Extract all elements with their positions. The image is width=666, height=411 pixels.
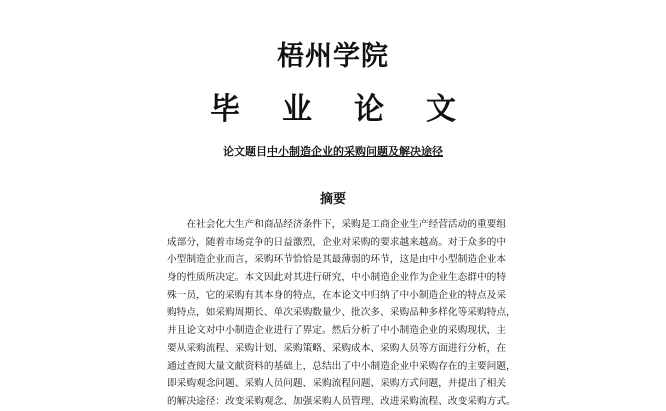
abstract-line: 要从采购流程、采购计划、采购策略、采购成本、采购人员等方面进行分析，在 — [167, 342, 507, 354]
abstract-line: 即采购观念问题、采购人员问题、采购流程问题、采购方式问题，并提出了相关 — [167, 378, 507, 390]
abstract-body — [167, 216, 516, 411]
thesis-title-value: 中小制造企业的采购问题及解决途径 — [267, 145, 443, 158]
abstract-heading: 摘要 — [319, 192, 346, 207]
abstract-line: 殊一员，它的采购有其本身的特点，在本论文中归纳了中小制造企业的特点及采 — [167, 289, 507, 301]
thesis-type-heading: 毕业论文 — [210, 92, 498, 127]
abstract-line: 购特点，如采购周期长、单次采购数量少、批次多、采购品种多样化等采购特点， — [167, 307, 516, 319]
abstract-line: 成部分，随着市场竞争的日益激烈，企业对采购的要求越来越高。对于众多的中 — [167, 236, 507, 248]
abstract-line: 的解决途径：改变采购观念、加强采购人员管理、改进采购流程、改变采购方式。 — [167, 395, 516, 407]
abstract-line: 并且论文对中小制造企业进行了界定。然后分析了中小制造企业的采购现状，主 — [167, 325, 507, 337]
thesis-title-label: 论文题目 — [223, 145, 267, 158]
abstract-line: 小型制造企业而言，采购环节恰恰是其最薄弱的环节，这是由中小型制造企业本 — [167, 254, 507, 266]
thesis-title-line — [0, 143, 666, 159]
abstract-line: 在社会化大生产和商品经济条件下，采购是工商企业生产经营活动的重要组 — [167, 219, 507, 230]
abstract-line: 身的性质所决定。本文因此对其进行研究，中小制造企业作为企业生态群中的特 — [167, 272, 507, 284]
abstract-line: 通过查阅大量文献资料的基础上，总结出了中小制造企业中采购存在的主要问题， — [167, 360, 516, 372]
school-name: 梧州学院 — [277, 41, 389, 72]
